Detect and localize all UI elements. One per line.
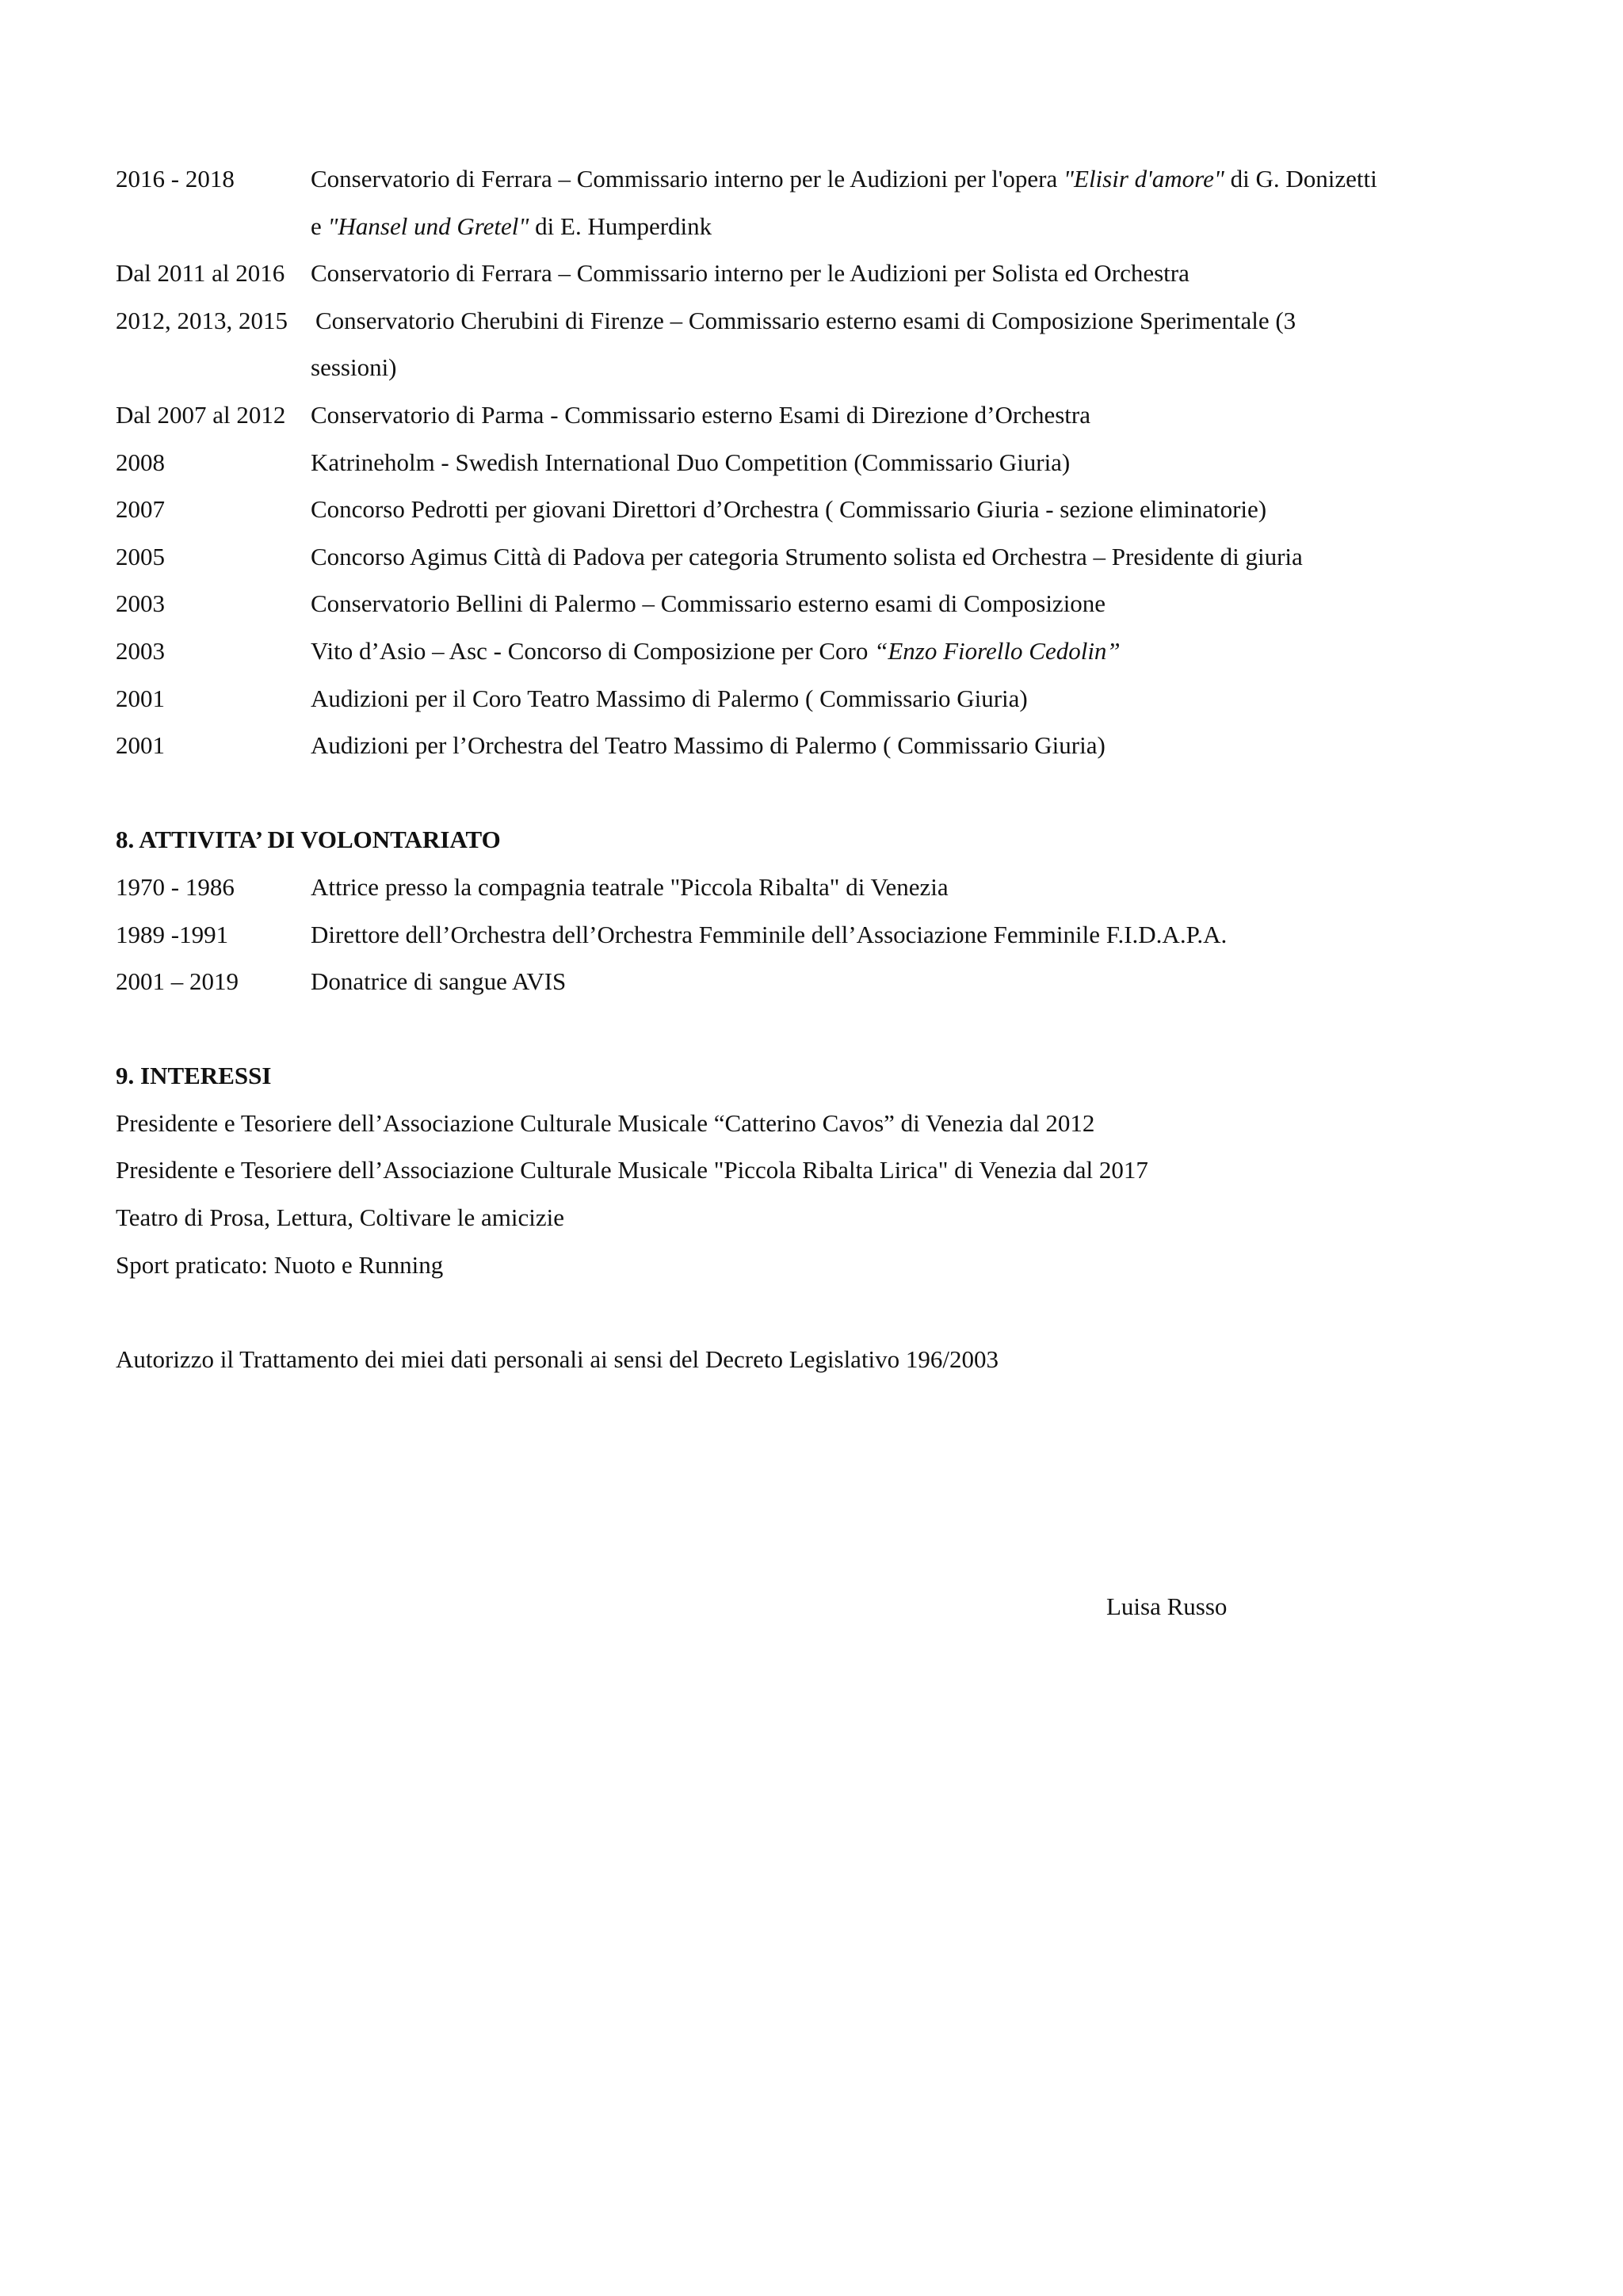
commission-row [116, 250, 1526, 297]
volunteering-text: Attrice presso la compagnia teatrale "Piccola Ribalta" di Venezia [311, 872, 949, 901]
commission-row [116, 675, 1526, 723]
commission-row [116, 722, 1526, 769]
commission-text: Conservatorio di Ferrara – Commissario interno per le Audizioni per l'opera "Elisir d'amore" di G. Donizetti [311, 165, 1377, 193]
commission-date: 2003 [116, 636, 165, 665]
commission-date: 2016 - 2018 [116, 165, 235, 193]
commission-text: Conservatorio Cherubini di Firenze – Commissario esterno esami di Composizione Sperimentale (3 [315, 306, 1296, 334]
commission-row [116, 580, 1526, 627]
volunteering-date: 1989 -1991 [116, 920, 229, 948]
spacer [116, 1005, 1526, 1053]
commission-date: 2003 [116, 589, 165, 618]
volunteering-text: Direttore dell’Orchestra dell’Orchestra Femminile dell’Associazione Femminile F.I.D.A.P.A. [311, 920, 1228, 948]
signature-name: Luisa Russo [1106, 1592, 1228, 1620]
volunteering-text: Donatrice di sangue AVIS [311, 967, 567, 996]
commission-date: 2001 [116, 684, 165, 712]
commission-row [116, 439, 1526, 486]
commission-text: sessioni) [311, 353, 397, 382]
commission-text: Audizioni per il Coro Teatro Massimo di Palermo ( Commissario Giuria) [311, 684, 1028, 712]
commission-date: 2007 [116, 495, 165, 524]
commission-date: 2008 [116, 448, 165, 476]
commission-row [116, 627, 1526, 675]
volunteering-section [116, 816, 1526, 1005]
commission-row [116, 533, 1526, 581]
volunteering-row [116, 958, 1526, 1005]
volunteering-date: 1970 - 1986 [116, 872, 235, 901]
section-heading: 8. ATTIVITA’ DI VOLONTARIATO [116, 826, 501, 854]
commissions-list [116, 155, 1526, 769]
commission-text: e "Hansel und Gretel" di E. Humperdink [311, 212, 712, 240]
interest-line: Sport praticato: Nuoto e Running [116, 1250, 444, 1279]
commission-date: 2005 [116, 542, 165, 570]
data-authorization: Autorizzo il Trattamento dei miei dati personali ai sensi del Decreto Legislativo 196/2003 [116, 1344, 999, 1373]
spacer [116, 1288, 1526, 1336]
commission-text: Conservatorio Bellini di Palermo – Commissario esterno esami di Composizione [311, 589, 1106, 618]
commission-row [116, 297, 1526, 345]
commission-text: Audizioni per l’Orchestra del Teatro Massimo di Palermo ( Commissario Giuria) [311, 731, 1106, 760]
commission-text: Concorso Pedrotti per giovani Direttori d’Orchestra ( Commissario Giuria - sezione eliminatorie) [311, 495, 1267, 524]
commission-text: Conservatorio di Parma - Commissario esterno Esami di Direzione d’Orchestra [311, 400, 1090, 429]
commission-row [116, 486, 1526, 533]
commission-row-continuation [116, 344, 1526, 391]
commission-row [116, 155, 1526, 203]
interest-line: Presidente e Tesoriere dell’Associazione Culturale Musicale "Piccola Ribalta Lirica" di Venezia dal 2017 [116, 1156, 1148, 1184]
volunteering-row [116, 864, 1526, 911]
interest-line: Presidente e Tesoriere dell’Associazione Culturale Musicale “Catterino Cavos” di Venezia dal 2012 [116, 1108, 1095, 1137]
spacer [116, 769, 1526, 817]
commission-date: Dal 2007 al 2012 [116, 400, 286, 429]
volunteering-date: 2001 – 2019 [116, 967, 239, 996]
section-heading: 9. INTERESSI [116, 1062, 272, 1090]
commission-row [116, 391, 1526, 439]
commission-date: 2012, 2013, 2015 [116, 306, 288, 334]
commission-text: Vito d’Asio – Asc - Concorso di Composizione per Coro “Enzo Fiorello Cedolin” [311, 636, 1121, 665]
commission-text: Concorso Agimus Città di Padova per categoria Strumento solista ed Orchestra – Presidente di giuria [311, 542, 1303, 570]
volunteering-row [116, 911, 1526, 959]
interest-line: Teatro di Prosa, Lettura, Coltivare le amicizie [116, 1203, 564, 1232]
commission-text: Conservatorio di Ferrara – Commissario interno per le Audizioni per Solista ed Orchestra [311, 259, 1190, 288]
interests-section [116, 1052, 1526, 1288]
commission-date: Dal 2011 al 2016 [116, 259, 285, 288]
commission-date: 2001 [116, 731, 165, 760]
commission-text: Katrineholm - Swedish International Duo Competition (Commissario Giuria) [311, 448, 1071, 476]
commission-row-continuation [116, 203, 1526, 250]
document-content [116, 155, 1526, 1620]
